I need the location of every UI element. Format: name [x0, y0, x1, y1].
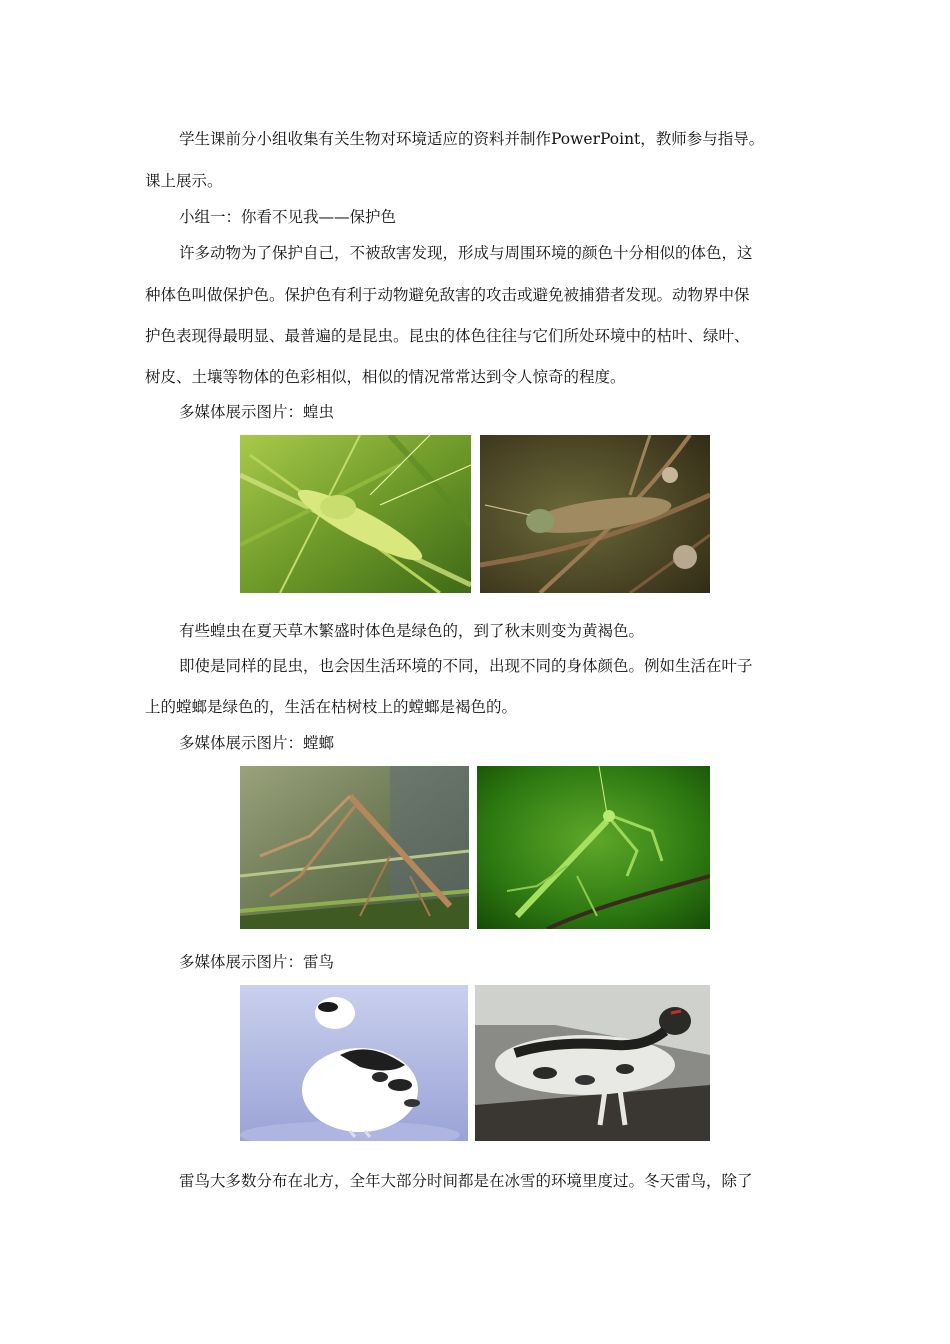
caption-mantis: 多媒体展示图片：螳螂 [179, 734, 335, 752]
paragraph-protective-color-line-2: 种体色叫做保护色。保护色有利于动物避免敌害的攻击或避免被捕猎者发现。动物界中保 [145, 286, 750, 304]
paragraph-intro-line-2: 课上展示。 [145, 172, 223, 190]
green-grasshopper-image [240, 435, 471, 593]
brown-mantis-image [240, 766, 469, 929]
brown-grasshopper-image [480, 435, 710, 593]
paragraph-protective-color-line-3: 护色表现得最明显、最普遍的是昆虫。昆虫的体色往往与它们所处环境中的枯叶、绿叶、 [145, 327, 750, 345]
paragraph-protective-color-line-4: 树皮、土壤等物体的色彩相似，相似的情况常常达到令人惊奇的程度。 [145, 368, 626, 386]
caption-locust: 多媒体展示图片：蝗虫 [179, 403, 335, 421]
caption-ptarmigan: 多媒体展示图片：雷鸟 [179, 953, 335, 971]
mottled-ptarmigan-image [475, 985, 710, 1141]
paragraph-protective-color-line-1: 许多动物为了保护自己，不被敌害发现，形成与周围环境的颜色十分相似的体色，这 [179, 244, 753, 262]
green-mantis-image [477, 766, 710, 929]
paragraph-intro-line-1: 学生课前分小组收集有关生物对环境适应的资料并制作PowerPoint，教师参与指导。 [179, 130, 765, 148]
white-ptarmigan-image [240, 985, 468, 1141]
paragraph-ptarmigan-line-1: 雷鸟大多数分布在北方，全年大部分时间都是在冰雪的环境里度过。冬天雷鸟，除了 [179, 1172, 753, 1190]
group-one-heading: 小组一：你看不见我——保护色 [179, 208, 397, 226]
paragraph-mantis-line-1: 即使是同样的昆虫，也会因生活环境的不同，出现不同的身体颜色。例如生活在叶子 [179, 657, 753, 675]
paragraph-locust-color-change: 有些蝗虫在夏天草木繁盛时体色是绿色的，到了秋末则变为黄褐色。 [179, 622, 645, 640]
paragraph-mantis-line-2: 上的螳螂是绿色的，生活在枯树枝上的螳螂是褐色的。 [145, 698, 518, 716]
